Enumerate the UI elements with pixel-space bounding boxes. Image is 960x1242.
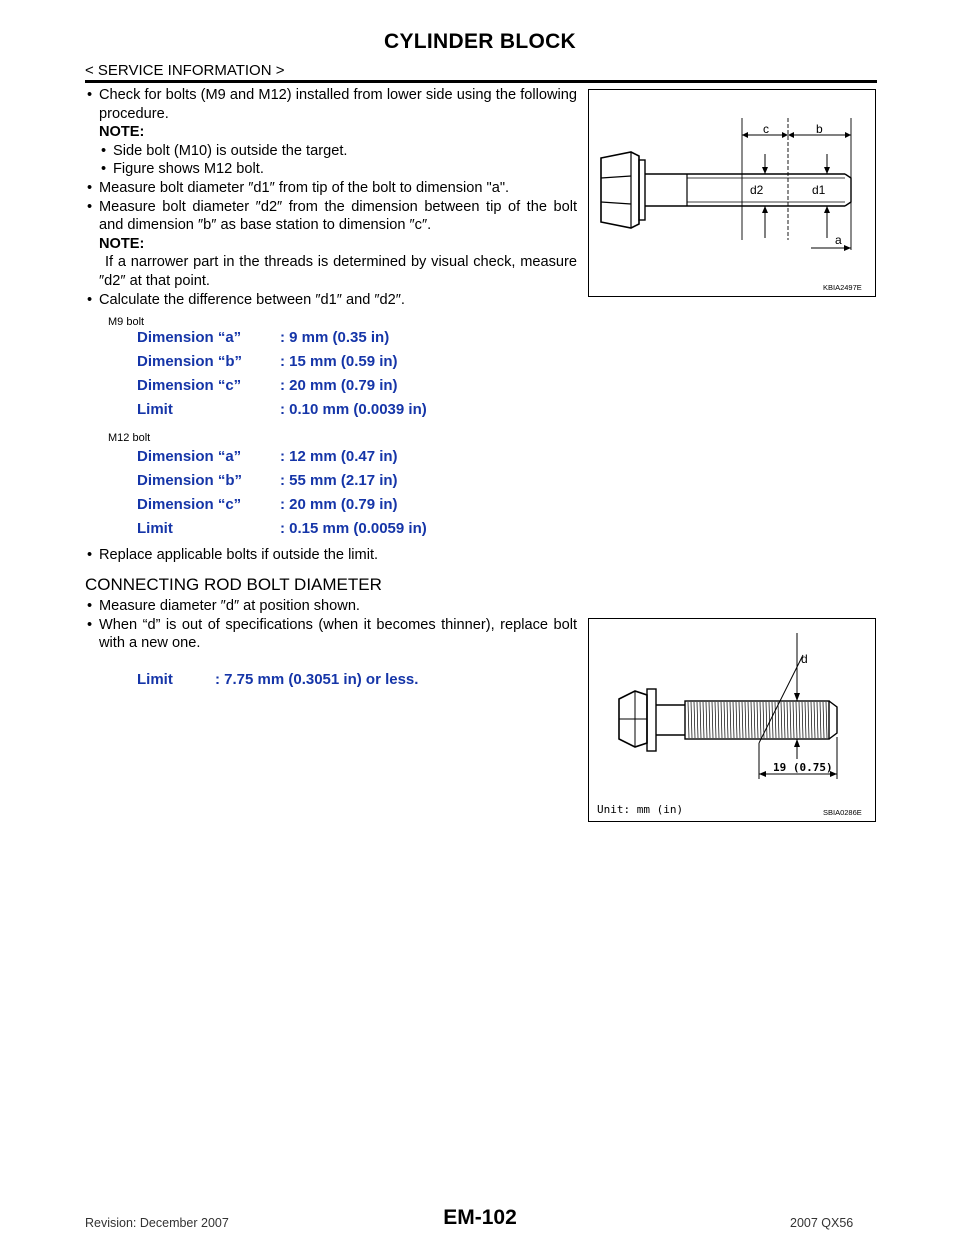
thread-line [733,702,734,738]
spec-label: Limit [137,401,173,418]
thread-line [754,702,755,738]
conrod-bolt-diagram [589,619,875,821]
thread-line [805,702,806,738]
spec-label: Dimension “a” [137,329,242,346]
thread-line [712,702,713,738]
thread-line [823,702,824,738]
spec-value: : 7.75 mm (0.3051 in) or less. [215,671,419,688]
thread-line [721,702,722,738]
spec-value: : 20 mm (0.79 in) [280,377,398,394]
spec-label: Dimension “b” [137,472,243,489]
spec-row [137,401,427,425]
thread-line [724,702,725,738]
note-label: NOTE: [99,235,145,252]
spec-value: : 9 mm (0.35 in) [280,329,390,346]
thread-line [718,702,719,738]
thread-line [826,702,827,738]
m9-spec-table [137,329,427,425]
spec-row [137,520,427,544]
header-rule [85,80,877,83]
thread-line [784,702,785,738]
thread-line [811,702,812,738]
section-tag: < SERVICE INFORMATION > [85,62,285,79]
conrod-limit [137,671,418,688]
label-c: c [763,122,769,136]
thread-line [739,702,740,738]
thread-line [730,702,731,738]
thread-line [757,702,758,738]
thread-line [778,702,779,738]
spec-label: Limit [137,671,173,688]
note-block-1 [85,123,577,179]
spec-row [137,448,427,472]
label-unit: Unit: mm (in) [597,803,684,816]
note-block-2 [85,235,577,291]
label-dimension: 19 (0.75) [773,761,833,774]
note-text: If a narrower part in the threads is determined by visual check, measure ″d2″ at that point. [99,254,577,289]
thread-line [772,702,773,738]
spec-label: Dimension “c” [137,377,242,394]
thread-line [787,702,788,738]
section-heading: CONNECTING ROD BOLT DIAMETER [85,575,382,594]
thread-line [793,702,794,738]
thread-line [808,702,809,738]
footer-revision: Revision: December 2007 [85,1216,229,1230]
bullet-measure-d1: • Measure bolt diameter ″d1″ from tip of the bolt to dimension "a". [85,179,577,198]
conrod-text [85,597,577,653]
spec-row [137,377,427,401]
thread-line [700,702,701,738]
label-d1: d1 [812,183,826,197]
bullet-replace-bolt: • When “d” is out of specifications (when it becomes thinner), replace bolt with a new one. [85,616,577,653]
thread-line [703,702,704,738]
bullet-calculate: • Calculate the difference between ″d1″ and ″d2″. [85,291,577,310]
thread-line [775,702,776,738]
thread-line [742,702,743,738]
bullet-replace: • Replace applicable bolts if outside the limit. [85,546,591,565]
footer-model: 2007 QX56 [790,1216,854,1230]
thread-line [751,702,752,738]
thread-line [781,702,782,738]
spec-value: : 55 mm (2.17 in) [280,472,398,489]
thread-line [727,702,728,738]
thread-line [790,702,791,738]
thread-line [796,702,797,738]
spec-value: : 20 mm (0.79 in) [280,496,398,513]
figure-code: SBIA0286E [823,808,862,817]
thread-line [736,702,737,738]
thread-line [814,702,815,738]
spec-row [137,496,427,520]
thread-line [769,702,770,738]
thread-line [760,702,761,738]
conrod-bolt-figure [588,618,876,822]
spec-value: : 0.15 mm (0.0059 in) [280,520,427,537]
thread-line [766,702,767,738]
page-number: EM-102 [443,1206,517,1229]
thread-line [709,702,710,738]
thread-line [802,702,803,738]
procedure-text [85,86,577,309]
note-item: • Side bolt (M10) is outside the target. [99,142,577,161]
m12-spec-table [137,448,427,544]
m9-bolt-title: M9 bolt [108,316,145,328]
thread-line [691,702,692,738]
thread-line [817,702,818,738]
spec-label: Dimension “b” [137,353,243,370]
spec-row [137,353,427,377]
thread-line [799,702,800,738]
label-a: a [835,233,842,247]
note-label: NOTE: [99,124,145,141]
thread-line [715,702,716,738]
spec-row [137,329,427,353]
spec-label: Dimension “c” [137,496,242,513]
thread-line [688,702,689,738]
label-d: d [801,652,808,666]
thread-line [745,702,746,738]
bullet-check-bolts: • Check for bolts (M9 and M12) installed from lower side using the following procedure. [85,86,577,123]
m12-bolt-title: M12 bolt [108,432,151,444]
bullet-measure-d: • Measure diameter ″d″ at position shown. [85,597,577,616]
thread-line [820,702,821,738]
note-item: • Figure shows M12 bolt. [99,160,577,179]
label-b: b [816,122,823,136]
thread-line [706,702,707,738]
spec-value: : 12 mm (0.47 in) [280,448,398,465]
thread-line [697,702,698,738]
page-title: CYLINDER BLOCK [383,30,577,53]
figure-code: KBIA2497E [823,283,862,292]
spec-label: Limit [137,520,173,537]
bolt-dimension-figure [588,89,876,297]
label-d2: d2 [750,183,764,197]
bolt-diagram [589,90,875,296]
thread-line [748,702,749,738]
spec-value: : 15 mm (0.59 in) [280,353,398,370]
spec-value: : 0.10 mm (0.0039 in) [280,401,427,418]
bullet-measure-d2: • Measure bolt diameter ″d2″ from the dimension between tip of the bolt and dimension ″b″ as base station to dimension ″c″. [85,198,577,235]
spec-label: Dimension “a” [137,448,242,465]
spec-row [137,472,427,496]
thread-line [694,702,695,738]
